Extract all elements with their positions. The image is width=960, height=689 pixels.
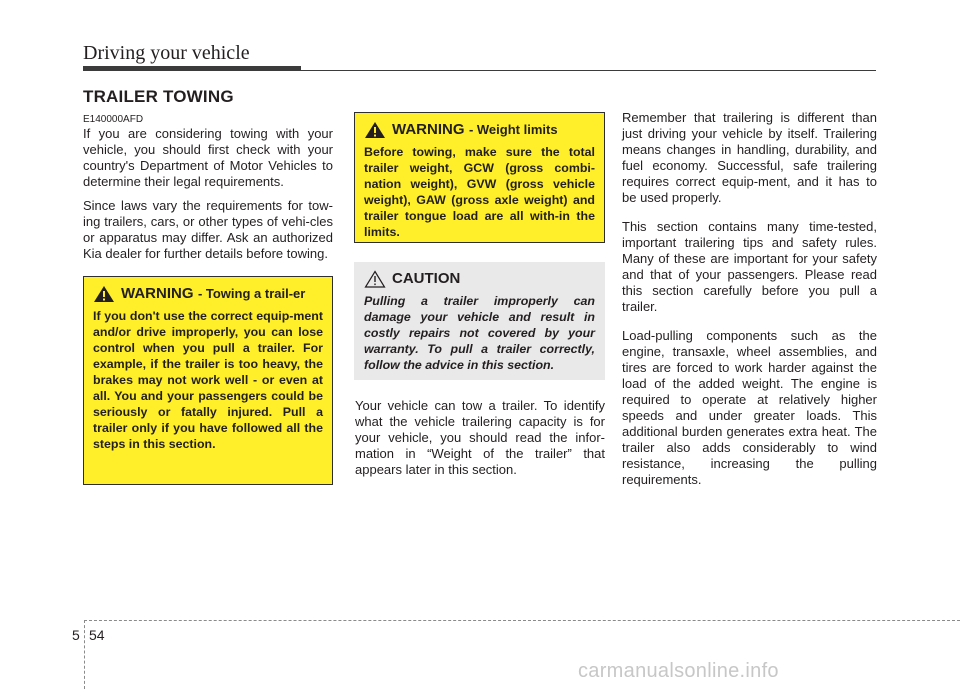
- page-number: 54: [89, 627, 105, 643]
- watermark: carmanualsonline.info: [578, 660, 779, 682]
- warning-header: [93, 285, 323, 303]
- header-rule: [83, 70, 876, 71]
- column-1: [83, 126, 333, 270]
- warning-box-towing: [83, 276, 333, 485]
- chapter-number: 5: [72, 627, 80, 643]
- warning-body: Before towing, make sure the total trailer weight, GCW (gross combi-nation weight), GVW (gross vehicle weight), GAW (gross axle weight) and trailer tongue load are all with-in the limits.: [364, 145, 595, 239]
- caution-body: Pulling a trailer improperly can damage your vehicle and result in costly repairs not covered by your warranty. To pull a trailer correctly, follow the advice in this section.: [364, 294, 595, 372]
- footer-divider: [84, 620, 85, 689]
- caution-triangle-icon: [364, 270, 386, 288]
- paragraph: Load-pulling components such as the engine, transaxle, wheel assemblies, and tires are forced to work harder against the load of the added weight. The engine is required to operate at relatively higher speeds and under greater loads. This additional burden generates extra heat. The trailer also adds considerably to wind resistance, increasing the pulling requirements.: [622, 328, 877, 487]
- warning-body: If you don't use the correct equip-ment and/or drive improperly, you can lose control when you pull a trailer. For example, if the trailer is too heavy, the brakes may not work well - or even at all. You and your passengers could be seriously or fatally injured. Pull a trailer only if you have followed all the steps in this section.: [93, 309, 323, 451]
- column-2: [355, 398, 605, 486]
- warning-subtitle: - Weight limits: [468, 122, 558, 137]
- warning-label: WARNING: [392, 121, 465, 138]
- caution-header: [364, 270, 595, 288]
- warning-header: [364, 121, 595, 139]
- warning-box-weight: [354, 112, 605, 243]
- caution-label: CAUTION: [392, 270, 461, 287]
- warning-subtitle: - Towing a trail-er: [197, 286, 306, 301]
- warning-triangle-icon: [93, 285, 115, 303]
- section-title: TRAILER TOWING: [83, 87, 234, 106]
- paragraph: Since laws vary the requirements for tow-ing trailers, cars, or other types of vehi-cles or apparatus may differ. Ask an authorized Kia dealer for further details before towing.: [83, 198, 333, 261]
- paragraph: If you are considering towing with your vehicle, you should first check with your country's Department of Motor Vehicles to determine their legal requirements.: [83, 126, 333, 189]
- section-code: E140000AFD: [83, 114, 144, 125]
- caution-box: [354, 262, 605, 380]
- footer-rule: [84, 620, 960, 621]
- paragraph: This section contains many time-tested, important trailering tips and safety rules. Many of these are important for your safety and that of your passengers. Please read this section carefully before you pull a trailer.: [622, 219, 877, 314]
- warning-triangle-icon: [364, 121, 386, 139]
- page-header-title: Driving your vehicle: [83, 42, 250, 64]
- paragraph: Your vehicle can tow a trailer. To identify what the vehicle trailering capacity is for your vehicle, you should read the infor-mation in “Weight of the trailer” that appears later in this section.: [355, 398, 605, 477]
- paragraph: Remember that trailering is different than just driving your vehicle by itself. Trailering means changes in handling, durability, and fuel economy. Successful, safe trailering requires correct equip-ment, and it has to be used properly.: [622, 110, 877, 205]
- warning-label: WARNING: [121, 285, 194, 302]
- column-3: [622, 110, 877, 501]
